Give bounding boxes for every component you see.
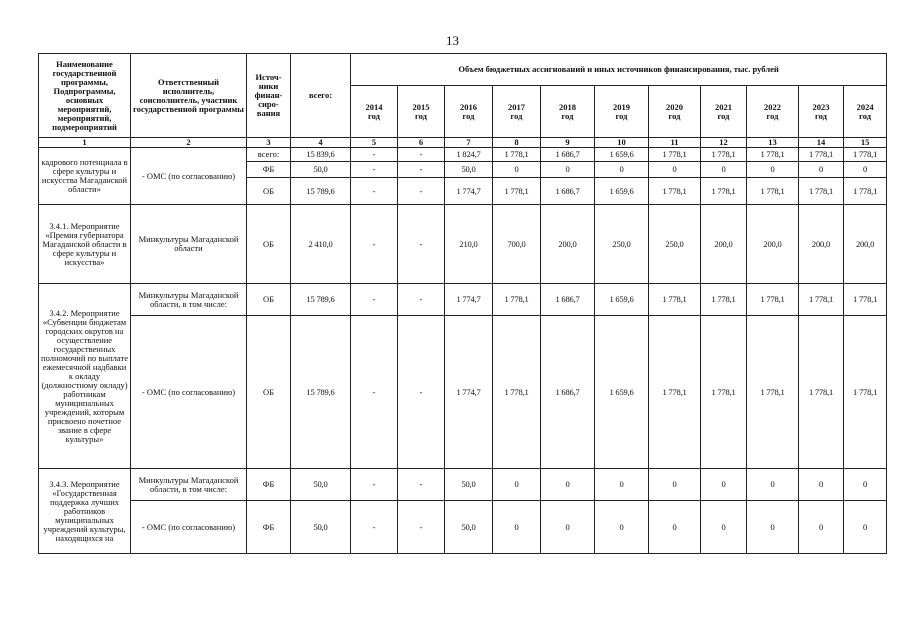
column-number: 15 (844, 138, 887, 148)
total-value: 15 789,6 (291, 316, 351, 469)
year-value: 200,0 (747, 205, 799, 284)
year-value: 0 (595, 469, 649, 501)
year-value: 1 778,1 (701, 316, 747, 469)
year-value: 200,0 (844, 205, 887, 284)
column-numbers-row (39, 138, 887, 148)
year-unit: год (415, 110, 427, 121)
executor-cell: - ОМС (по согласованию) (131, 148, 247, 205)
year-unit: год (615, 110, 628, 121)
year-value: 0 (747, 501, 799, 554)
total-value: 50,0 (291, 469, 351, 501)
year-value: 1 686,7 (541, 316, 595, 469)
year-value: 1 778,1 (747, 284, 799, 316)
year-unit: год (815, 110, 827, 121)
source-cell: ФБ (247, 469, 291, 501)
header-year-2014 (351, 86, 398, 138)
executor-cell: Минкультуры Магаданской области (131, 205, 247, 284)
year-value: 1 778,1 (844, 284, 887, 316)
year-value: 1 778,1 (844, 316, 887, 469)
year-value: 0 (799, 162, 844, 178)
year-value: - (398, 284, 445, 316)
year-value: - (351, 501, 398, 554)
year-value: - (398, 162, 445, 178)
total-value: 15 789,6 (291, 284, 351, 316)
header-year-2015 (398, 86, 445, 138)
source-cell: ОБ (247, 316, 291, 469)
year-value: 200,0 (701, 205, 747, 284)
header-executor: Ответственный исполнитель, соисполнитель, участник государственной программы (131, 54, 247, 138)
year-value: 0 (799, 469, 844, 501)
year-value: 0 (649, 469, 701, 501)
year-value: 1 778,1 (701, 178, 747, 205)
funding-table (38, 53, 887, 554)
year-label: 2015 (412, 101, 430, 112)
column-number: 14 (799, 138, 844, 148)
source-cell: ФБ (247, 501, 291, 554)
year-value: 1 778,1 (649, 316, 701, 469)
year-value: 1 778,1 (493, 284, 541, 316)
year-value: 1 774,7 (445, 316, 493, 469)
year-value: - (398, 469, 445, 501)
executor-cell: Минкультуры Магаданской области, в том числе: (131, 284, 247, 316)
column-number: 8 (493, 138, 541, 148)
year-value: 1 774,7 (445, 178, 493, 205)
executor-cell: Минкультуры Магаданской области, в том числе: (131, 469, 247, 501)
year-value: - (398, 316, 445, 469)
year-value: 1 659,6 (595, 316, 649, 469)
column-number: 3 (247, 138, 291, 148)
header-year-2024 (844, 86, 887, 138)
source-cell: ОБ (247, 205, 291, 284)
year-value: 1 659,6 (595, 178, 649, 205)
table-row (39, 316, 887, 469)
year-value: 1 778,1 (799, 284, 844, 316)
year-value: 1 686,7 (541, 178, 595, 205)
column-number: 2 (131, 138, 247, 148)
header-year-2021 (701, 86, 747, 138)
year-value: 0 (595, 162, 649, 178)
year-value: - (351, 148, 398, 162)
year-value: 210,0 (445, 205, 493, 284)
activity-name: 3.4.1. Мероприятие «Премия губернатора Магаданской области в сфере культуры и искусства» (39, 205, 131, 284)
year-value: 1 659,6 (595, 284, 649, 316)
column-number: 11 (649, 138, 701, 148)
activity-name: 3.4.2. Мероприятие «Субвенции бюджетам городских округов на осуществление государственных полномочий по выплате ежемесячной надбавки к окладу (должностному окладу) работникам муниципальных учреждений, которым присвоено почетное звание в сфере культуры» (39, 284, 131, 469)
total-value: 50,0 (291, 501, 351, 554)
year-unit: год (717, 110, 730, 121)
year-label: 2023 (812, 101, 830, 112)
year-value: 0 (541, 162, 595, 178)
year-value: - (351, 469, 398, 501)
table-row (39, 284, 887, 316)
header-year-2018 (541, 86, 595, 138)
total-value: 15 839,6 (291, 148, 351, 162)
year-value: 1 778,1 (493, 148, 541, 162)
executor-cell: - ОМС (по согласованию) (131, 316, 247, 469)
year-value: 1 686,7 (541, 284, 595, 316)
year-unit: год (462, 110, 475, 121)
year-value: 1 778,1 (747, 148, 799, 162)
year-value: - (398, 178, 445, 205)
year-label: 2017 (508, 101, 525, 112)
header-total: всего: (291, 54, 351, 138)
year-unit: год (561, 110, 574, 121)
year-unit: год (668, 110, 681, 121)
year-value: 50,0 (445, 469, 493, 501)
year-value: 0 (649, 501, 701, 554)
header-program-name: Наименование государственной программы, Подпрограммы, основных мероприятий, мероприятий, подмероприятий (39, 54, 131, 138)
year-value: 0 (844, 469, 887, 501)
page-number: 13 (446, 33, 459, 48)
header-year-2023 (799, 86, 844, 138)
year-value: 0 (595, 501, 649, 554)
year-value: 250,0 (595, 205, 649, 284)
year-value: 1 778,1 (701, 284, 747, 316)
year-value: 200,0 (541, 205, 595, 284)
header-row-1 (39, 54, 887, 86)
header-year-2019 (595, 86, 649, 138)
year-value: 0 (747, 469, 799, 501)
year-value: 0 (701, 501, 747, 554)
year-value: 0 (493, 469, 541, 501)
year-label: 2024 (856, 101, 874, 112)
year-unit: год (510, 110, 523, 121)
year-value: - (351, 205, 398, 284)
year-value: 50,0 (445, 501, 493, 554)
year-label: 2020 (666, 101, 683, 112)
year-label: 2016 (460, 101, 477, 112)
year-value: 1 778,1 (493, 178, 541, 205)
year-unit: год (368, 110, 380, 121)
table-row (39, 469, 887, 501)
header-year-2017 (493, 86, 541, 138)
year-value: 0 (541, 469, 595, 501)
year-value: 1 778,1 (493, 316, 541, 469)
year-label: 2022 (764, 101, 781, 112)
year-value: 1 686,7 (541, 148, 595, 162)
column-number: 4 (291, 138, 351, 148)
column-number: 1 (39, 138, 131, 148)
year-value: 1 659,6 (595, 148, 649, 162)
year-label: 2018 (559, 101, 576, 112)
year-value: 0 (844, 501, 887, 554)
year-value: 250,0 (649, 205, 701, 284)
year-value: 1 778,1 (844, 178, 887, 205)
column-number: 6 (398, 138, 445, 148)
column-number: 7 (445, 138, 493, 148)
year-value: - (398, 501, 445, 554)
year-unit: год (859, 110, 872, 121)
year-value: 1 778,1 (649, 284, 701, 316)
activity-name: кадрового потенциала в сфере культуры и искусства Магаданской области» (39, 148, 131, 205)
source-cell: ФБ (247, 162, 291, 178)
column-number: 5 (351, 138, 398, 148)
total-value: 2 410,0 (291, 205, 351, 284)
source-cell: ОБ (247, 178, 291, 205)
year-value: 0 (799, 501, 844, 554)
year-value: 1 778,1 (747, 316, 799, 469)
year-value: 0 (747, 162, 799, 178)
column-number: 12 (701, 138, 747, 148)
column-number: 9 (541, 138, 595, 148)
year-value: 50,0 (445, 162, 493, 178)
total-value: 15 789,6 (291, 178, 351, 205)
header-year-2020 (649, 86, 701, 138)
table-row (39, 205, 887, 284)
year-label: 2014 (365, 101, 383, 112)
year-value: 200,0 (799, 205, 844, 284)
year-value: 1 778,1 (649, 148, 701, 162)
year-value: 1 778,1 (701, 148, 747, 162)
year-value: 0 (844, 162, 887, 178)
year-unit: год (766, 110, 779, 121)
header-source: Источ-ники финан-сиро-вания (247, 54, 291, 138)
year-value: 0 (493, 162, 541, 178)
year-value: 1 778,1 (649, 178, 701, 205)
year-value: 0 (649, 162, 701, 178)
year-value: - (351, 178, 398, 205)
header-year-2016 (445, 86, 493, 138)
year-value: 1 774,7 (445, 284, 493, 316)
year-value: - (351, 162, 398, 178)
year-value: 1 778,1 (747, 178, 799, 205)
table-row (39, 501, 887, 554)
year-value: 0 (493, 501, 541, 554)
year-value: - (351, 316, 398, 469)
activity-name: 3.4.3. Мероприятие «Государственная поддержка лучших работников муниципальных учреждений культуры, находящихся на (39, 469, 131, 554)
table-row (39, 148, 887, 162)
year-value: 0 (701, 162, 747, 178)
source-cell: всего: (247, 148, 291, 162)
column-number: 10 (595, 138, 649, 148)
year-value: 1 778,1 (799, 178, 844, 205)
year-value: 0 (541, 501, 595, 554)
year-value: 1 778,1 (844, 148, 887, 162)
executor-cell: - ОМС (по согласованию) (131, 501, 247, 554)
year-value: - (398, 205, 445, 284)
year-value: 1 778,1 (799, 148, 844, 162)
year-value: 0 (701, 469, 747, 501)
year-value: 1 778,1 (799, 316, 844, 469)
header-year-2022 (747, 86, 799, 138)
year-value: 1 824,7 (445, 148, 493, 162)
year-label: 2019 (613, 101, 630, 112)
total-value: 50,0 (291, 162, 351, 178)
column-number: 13 (747, 138, 799, 148)
year-value: - (398, 148, 445, 162)
source-cell: ОБ (247, 284, 291, 316)
header-funding-title: Объем бюджетных ассигнований и иных источников финансирования, тыс. рублей (351, 54, 887, 86)
year-value: - (351, 284, 398, 316)
year-label: 2021 (715, 101, 732, 112)
year-value: 700,0 (493, 205, 541, 284)
